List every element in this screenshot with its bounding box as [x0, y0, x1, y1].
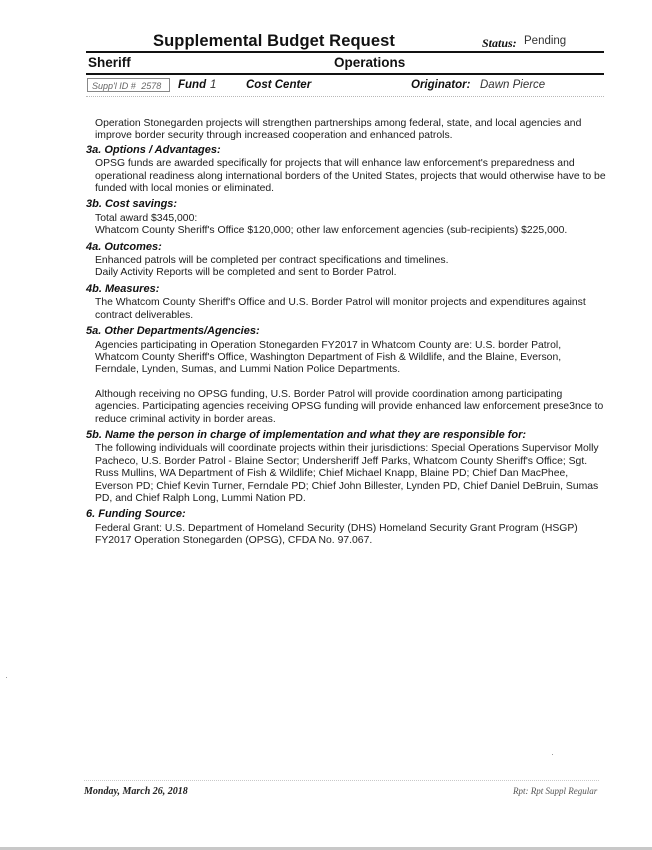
status-label: Status: — [482, 36, 517, 50]
document-body — [86, 118, 606, 551]
header-dotted-divider — [86, 96, 604, 97]
section-heading: 5a. Other Departments/Agencies: — [86, 325, 260, 338]
header-divider — [86, 73, 604, 75]
section-text: Whatcom County Sheriff's Office $120,000; other law enforcement agencies (sub-recipients) $225,000. — [95, 225, 568, 237]
section-body — [86, 340, 606, 426]
section-body — [86, 158, 606, 195]
section-text: The following individuals will coordinate projects within their jurisdictions: Special Operations Supervisor Molly Pacheco, U.S. Border Patrol - Blaine Sector; Undersheriff Jeff Parks, Whatcom County Sheriff's Office; Sgt. Russ Mullins, WA Department of Fish & Wildlife; Chief Michael Knapp, Blaine PD; Chief Dan MacPhee, Everson PD; Chief Kevin Turner, Ferndale PD; Chief John Billester, Lynden PD, Chief Daniel DeBruin, Sumas PD, and Chief Ralph Long, Lummi Nation PD. — [95, 443, 599, 504]
status-badge: Pending — [524, 35, 567, 47]
cost-center-label: Cost Center — [246, 79, 312, 91]
section-text: Enhanced patrols will be completed per contract specifications and timelines. — [95, 255, 449, 267]
section-body — [86, 297, 606, 322]
suppl-id-box — [87, 78, 170, 92]
section-text: Federal Grant: U.S. Department of Homeland Security (DHS) Homeland Security Grant Program (HSGP) FY2017 Operation Stonegarden (OPSG), CFDA No. 97.067. — [95, 522, 578, 547]
section-body — [86, 523, 606, 548]
suppl-id-value: 2578 — [141, 81, 162, 91]
header-divider — [86, 51, 604, 53]
scan-speck — [6, 677, 7, 678]
section-text: The Whatcom County Sheriff's Office and U.S. Border Patrol will monitor projects and expenditures against contract deliverables. — [95, 297, 586, 321]
scan-speck — [552, 754, 553, 755]
section-heading: 4a. Outcomes: — [86, 240, 162, 253]
section-text: Daily Activity Reports will be completed and sent to Border Patrol. — [95, 267, 397, 279]
intro-text: Operation Stonegarden projects will strengthen partnerships among federal, state, and local agencies and improve border security through increased cooperation and enhanced patrols. — [95, 118, 582, 142]
sections — [86, 144, 606, 548]
paragraph-gap — [95, 377, 606, 389]
division-name: Operations — [334, 55, 406, 70]
originator-value: Dawn Pierce — [480, 79, 546, 91]
section-text: OPSG funds are awarded specifically for projects that will enhance law enforcement's preparedness and operational readiness along international borders of the United States, projects that would otherwise have to be funded with local monies or eliminated. — [95, 158, 606, 195]
page-title: Supplemental Budget Request — [153, 32, 395, 50]
section-heading: 3a. Options / Advantages: — [86, 143, 221, 156]
section-body — [86, 443, 606, 505]
section-heading: 6. Funding Source: — [86, 508, 186, 521]
fund-value: 1 — [210, 79, 217, 91]
section-heading: 4b. Measures: — [86, 282, 160, 295]
section-heading: 3b. Cost savings: — [86, 198, 178, 211]
footer-report-name: Rpt: Rpt Suppl Regular — [513, 786, 598, 796]
section-text: Agencies participating in Operation Stonegarden FY2017 in Whatcom County are: U.S. border Patrol, Whatcom County Sheriff's Office, Washington Department of Fish & Wildlife, and the Blaine, Everson, Ferndale, Lynden, Sumas, and Lummi Nation Police Departments. — [95, 339, 562, 376]
section-body — [86, 213, 606, 238]
department-name: Sheriff — [88, 55, 131, 70]
originator-label: Originator: — [411, 79, 471, 91]
suppl-id-label: Supp'l ID # — [92, 81, 136, 91]
section-text: Although receiving no OPSG funding, U.S. Border Patrol will provide coordination among participating agencies. Participating agencies receiving OPSG funding will provide enhanced law enforcement prese3nce to reduce criminal activity in border areas. — [95, 388, 604, 425]
section-text: Total award $345,000: — [95, 212, 198, 224]
footer-date: Monday, March 26, 2018 — [84, 786, 188, 797]
section-heading: 5b. Name the person in charge of implementation and what they are responsible for: — [86, 428, 527, 441]
footer-divider — [84, 780, 599, 781]
intro-paragraph — [86, 118, 606, 143]
fund-label: Fund — [178, 79, 207, 91]
section-body — [86, 255, 606, 280]
